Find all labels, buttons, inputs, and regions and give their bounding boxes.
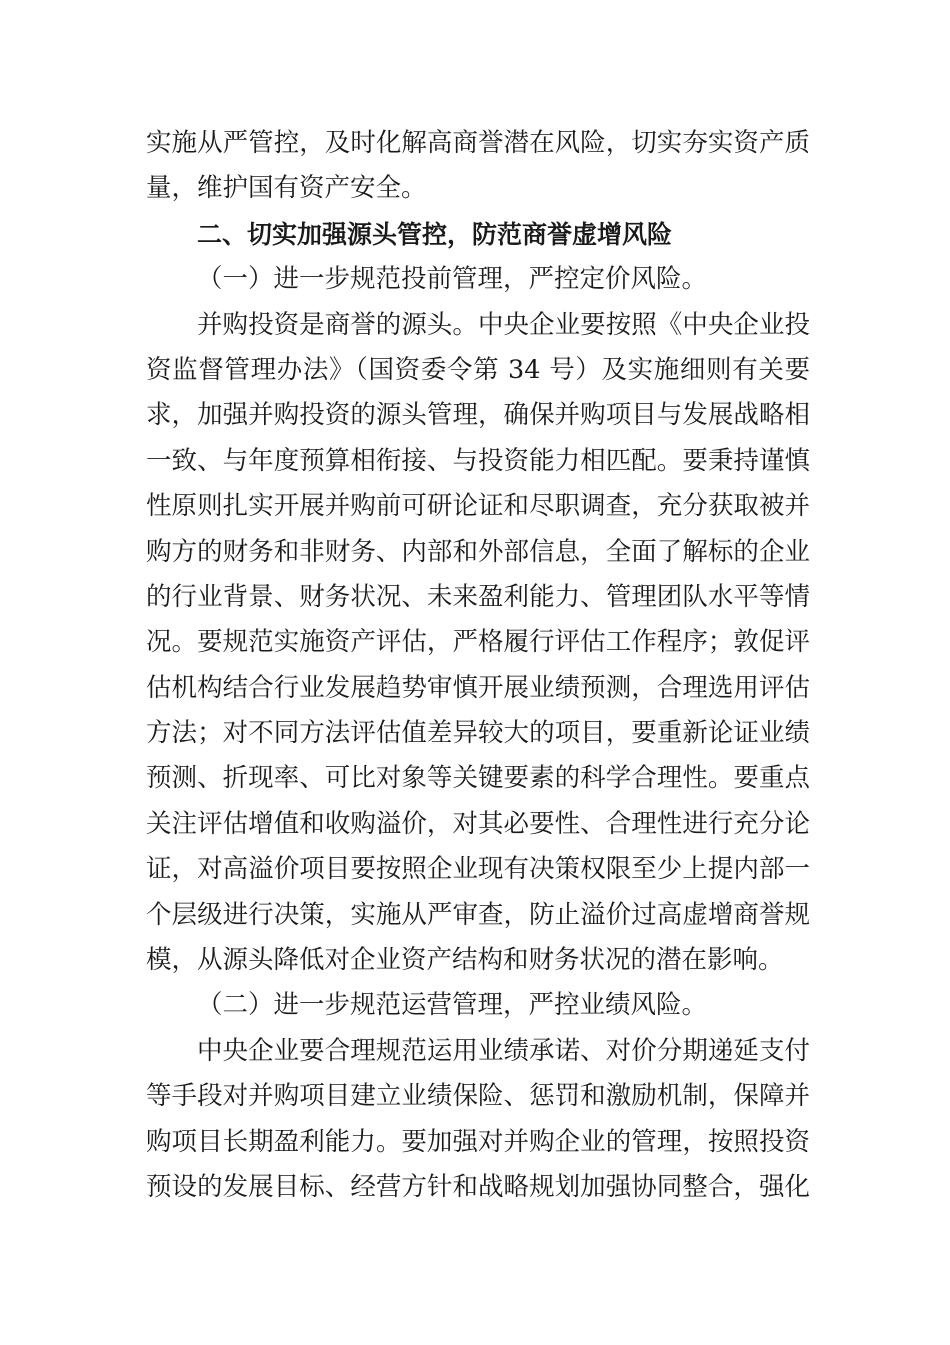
document-body — [146, 121, 810, 1210]
paragraph-line: 并购投资是商誉的源头。中央企业要按照《中央企业投 — [197, 309, 810, 340]
paragraph-line: 求，加强并购投资的源头管理，确保并购项目与发展战略相 — [146, 400, 810, 431]
subsection-heading: （二）进一步规范运营管理，严控业绩风险。 — [197, 990, 708, 1021]
section-heading: 二、切实加强源头管控，防范商誉虚增风险 — [197, 219, 673, 249]
paragraph-line: 预设的发展目标、经营方针和战略规划加强协同整合，强化 — [146, 1171, 810, 1202]
paragraph-line: 况。要规范实施资产评估，严格履行评估工作程序；敦促评 — [146, 627, 810, 658]
paragraph-line: 估机构结合行业发展趋势审慎开展业绩预测，合理选用评估 — [146, 672, 810, 703]
paragraph-line: 方法；对不同方法评估值差异较大的项目，要重新论证业绩 — [146, 718, 810, 749]
paragraph-line: 性原则扎实开展并购前可研论证和尽职调查，充分获取被并 — [146, 491, 810, 522]
paragraph-line: 个层级进行决策，实施从严审查，防止溢价过高虚增商誉规 — [146, 899, 810, 930]
paragraph-line: 证，对高溢价项目要按照企业现有决策权限至少上提内部一 — [146, 854, 810, 885]
paragraph-line: 中央企业要合理规范运用业绩承诺、对价分期递延支付 — [197, 1035, 810, 1066]
paragraph-line: 关注评估增值和收购溢价，对其必要性、合理性进行充分论 — [146, 808, 810, 839]
paragraph-line: 购方的财务和非财务、内部和外部信息，全面了解标的企业 — [146, 536, 810, 567]
paragraph-line: 预测、折现率、可比对象等关键要素的科学合理性。要重点 — [146, 763, 810, 794]
paragraph-line: 的行业背景、财务状况、未来盈利能力、管理团队水平等情 — [146, 581, 810, 612]
paragraph-line: 等手段对并购项目建立业绩保险、惩罚和激励机制，保障并 — [146, 1081, 810, 1112]
paragraph-line: 量，维护国有资产安全。 — [146, 173, 427, 204]
paragraph-line: 一致、与年度预算相衔接、与投资能力相匹配。要秉持谨慎 — [146, 445, 810, 476]
paragraph-line: 资监督管理办法》（国资委令第 34 号）及实施细则有关要 — [146, 354, 810, 385]
paragraph-line: 实施从严管控，及时化解高商誉潜在风险，切实夯实资产质 — [146, 128, 810, 158]
subsection-heading: （一）进一步规范投前管理，严控定价风险。 — [197, 264, 708, 295]
paragraph-line: 模，从源头降低对企业资产结构和财务状况的潜在影响。 — [146, 945, 784, 976]
paragraph-line: 购项目长期盈利能力。要加强对并购企业的管理，按照投资 — [146, 1126, 810, 1157]
